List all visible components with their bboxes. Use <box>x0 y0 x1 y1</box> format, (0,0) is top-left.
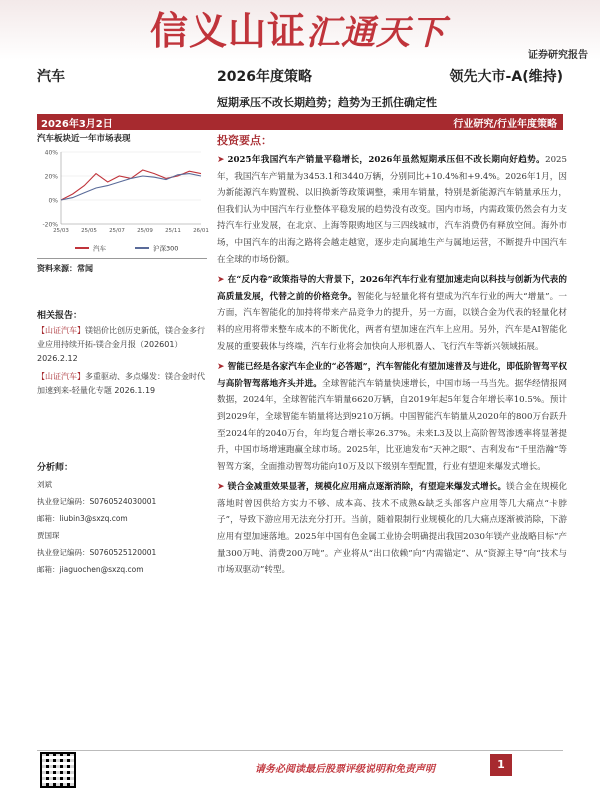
related-reports <box>37 324 207 402</box>
analysts-heading: 分析师： <box>37 463 74 473</box>
point-body: 智能化与轻量化将有望成为汽车行业的两大“增量”。一方面，汽车智能化的加持将带来产品竞争力的提升，另一方面，以镁合金为代表的轻量化材料的应用将带来整车成本的不断优化，两者有望加速在汽车上应用。另外，汽车是AI智能化发展的重要载体与终端，汽车行业将会加快向人形机器人、飞行汽车等新兴领域拓展。 <box>217 291 567 352</box>
left-column <box>37 132 207 274</box>
investment-point <box>217 272 567 355</box>
investment-point <box>217 479 567 579</box>
investment-point <box>217 359 567 475</box>
header-slogan <box>150 0 446 55</box>
date-category-bar <box>37 114 563 130</box>
investment-point <box>217 152 567 268</box>
point-body: 全球智能汽车销量快速增长，中国市场一马当先。据华经情报网数据，2024年，全球智能汽车销量6620万辆，自2019年起5年复合年增长率10.5%。预计到2029年，全球智能车销量将达到9210万辆。中国智能汽车销量从2020年的800万台跃升至2024年的2040万台，年均复合增长率26.37%。未来L3及以上高阶智驾渗透率将显著提升，中国市场增速跑赢全球市场。2025年，比亚迪发布“天神之眼”、吉利发布“千里浩瀚”等智驾方案，全面推动智驾功能向10万及以下级别车型配置，行业有望迎来爆发式增长。 <box>217 378 567 472</box>
related-reports-heading: 相关报告： <box>37 311 83 321</box>
chart-xtick-label: 25/03 <box>53 228 69 234</box>
report-type-label: 证券研究报告 <box>528 50 588 61</box>
slogan-part-2: 汇通天下 <box>306 13 447 53</box>
analyst-name: 贾国琛 <box>37 531 60 540</box>
point-lead: 在“反内卷”政策指导的大背景下，2026年汽车行业有望加速走向以科技与创新为代表的高质量发展，代替之前的价格竞争。 <box>217 275 567 302</box>
point-lead: 镁合金减重效果显著，规模化应用痛点逐渐消除，有望迎来爆发式增长。 <box>227 482 507 493</box>
slogan-part-1: 信义山证 <box>150 8 307 53</box>
investment-points-heading: 投资要点： <box>217 134 272 147</box>
chart-source: 资料来源：常闻 <box>37 258 207 274</box>
bullet-arrow-icon: ➤ <box>217 482 225 493</box>
report-subtitle: 短期承压不改长期趋势；趋势为王抓住确定性 <box>217 96 437 109</box>
chart-xtick-label: 25/11 <box>165 228 181 234</box>
chart-ytick-label: 0% <box>48 197 58 205</box>
bullet-arrow-icon: ➤ <box>217 362 225 373</box>
chart-ytick-label: 20% <box>44 173 58 181</box>
industry-label: 汽车 <box>37 69 65 85</box>
related-report-text: 镁铝价比创历史新低，镁合金多行业应用持续开拓-镁合金月报（202601） 2026.2.12 <box>37 326 205 363</box>
footer-divider <box>37 750 563 751</box>
chart-xtick-label: 25/07 <box>109 228 125 234</box>
qr-code-icon <box>40 752 76 788</box>
bullet-arrow-icon: ➤ <box>217 275 225 286</box>
bullet-arrow-icon: ➤ <box>217 155 225 165</box>
report-title: 2026年度策略 <box>217 69 312 85</box>
analyst-email[interactable]: 邮箱：jiaguochen@sxzq.com <box>37 565 144 574</box>
analyst-license: 执业登记编码：S0760524030001 <box>37 497 157 506</box>
chart-xtick-label: 25/05 <box>81 228 97 234</box>
analyst-email[interactable]: 邮箱：liubin3@sxzq.com <box>37 514 128 523</box>
rating-label: 领先大市-A(维持) <box>449 69 563 85</box>
chart-ytick-label: 40% <box>44 149 58 157</box>
chart-xtick-label: 25/09 <box>137 228 153 234</box>
title-row <box>37 66 563 88</box>
point-body: 2025年，我国汽车产销量为3453.1和3440万辆，分别同比+10.4%和+9.4%。2026年1月，因为新能源汽车购置税、以旧换新等政策调整，乘用车销量，特别是新能源汽车销量承压力，但我们认为中国汽车行业整体平稳发展的趋势没有改变。国内市场，内需政策仍然会有力支持汽车行业发展，在北京、上海等限购地区与三四线城市，汽车消费仍有释放空间。海外市场，中国汽车的出海之路将会越走越宽，逐步走向属地生产与属地运营，不断提升中国汽车在全球的市场份额。 <box>217 155 567 265</box>
footer-disclaimer[interactable]: 请务必阅读最后股票评级说明和免责声明 <box>255 764 435 775</box>
related-report-tag: 【山证汽车】 <box>37 372 85 381</box>
chart-title: 汽车板块近一年市场表现 <box>37 134 131 144</box>
chart-legend-label: 沪深300 <box>153 244 179 253</box>
report-category: 行业研究/行业年度策略 <box>453 119 557 130</box>
point-lead: 智能已经是各家汽车企业的“必答题”，汽车智能化有望加速普及与进化，即低阶智驾平权与高阶智驾落地齐头并进。 <box>217 362 567 389</box>
related-report-item[interactable] <box>37 324 207 366</box>
analyst-license: 执业登记编码：S0760525120001 <box>37 548 157 557</box>
chart-xtick-label: 26/01 <box>193 228 209 234</box>
chart-legend-label: 汽车 <box>93 244 106 253</box>
page-number: 1 <box>490 754 512 776</box>
point-lead: 2025年我国汽车产销量平稳增长，2026年虽然短期承压但不改长期向好趋势。 <box>227 155 546 165</box>
related-report-tag: 【山证汽车】 <box>37 326 85 335</box>
report-date: 2026年3月2日 <box>41 119 113 130</box>
related-report-text: 多重驱动、多点爆发：镁合金时代加速到来-轻量化专题 2026.1.19 <box>37 372 205 395</box>
analyst-name: 刘斌 <box>37 480 52 489</box>
right-column <box>217 132 567 579</box>
analysts-block <box>37 476 207 578</box>
related-report-item[interactable] <box>37 370 207 398</box>
point-body: 镁合金在规模化落地时曾因供给方实力不够、成本高、技术不成熟&缺乏头部客户应用等几大痛点“卡脖子”，导致下游应用无法充分打开。当前，随着限制行业规模化的几大痛点逐渐被消除，下游应用有望加速落地。2025年中国有色金属工业协会明确提出我国2030年镁产业战略目标“产量300万吨、消费200万吨”。产业将从“出口依赖”向“内需锚定”、从“资源主导”向“技术与市场双驱动”转型。 <box>217 482 567 576</box>
market-chart-svg <box>37 146 207 256</box>
market-chart <box>37 146 207 256</box>
chart-ytick-label: -20% <box>42 221 58 229</box>
